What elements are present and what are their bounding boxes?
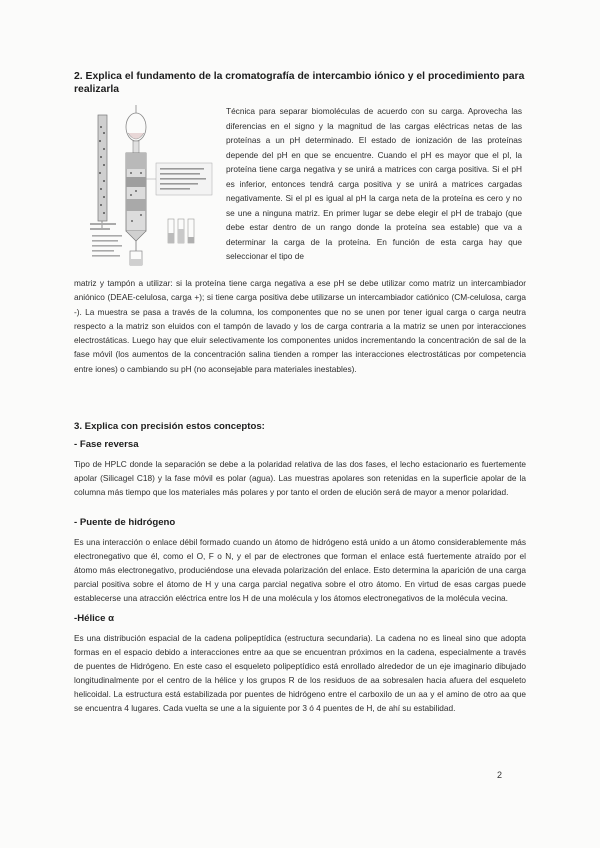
concept-heading-alpha-helix: -Hélice α: [74, 613, 115, 624]
concept-heading-reverse-phase: - Fase reversa: [74, 439, 139, 450]
concept-text-alpha-helix: Es una distribución espacial de la cadena polipeptídica (estructura secundaria). La cadena no es lineal sino que adopta formas en el espacio debido a interacciones entre aa que se encuentran próximos en la cadena, especialmente a través de puentes de Hidrógeno. En este caso el esqueleto polipeptídico está enrollado alrededor de un eje imaginario dibujado longitudinalmente por el centro de la hélice y los grupos R de los residuos de aa sobresalen hacia afuera del esqueleto helicoidal. La estructura está estabilizada por puentes de hidrógeno entre el carboxilo de un aa y el amino de otro aa que se encuentra 4 lugares. Cada vuelta se une a la siguiente por 3 ó 4 puentes de H, de ahí su estabilidad.: [74, 633, 526, 713]
ion-exchange-column-figure: [88, 103, 218, 269]
question-2-intro-paragraph: Técnica para separar biomoléculas de acuerdo con su carga. Aprovecha las diferencias en el signo y la magnitud de las cargas eléctricas netas de las proteínas a un pH determinado. El estado de ionización de las proteínas depende del pH en que se encuentre. Cuando el pH es mayor que el pI, la proteína tiene carga negativa y se unirá a matrices con carga positiva. Si el pH es inferior, entonces tendrá carga positiva y se unirá a matrices cargadas negativamente. Si el pI es igual al pH la carga neta de la proteína es cero y no se une a ninguna matriz. En primer lugar se debe elegir el pH de trabajo (que debe estar dentro de un rango donde la proteína sea estable) que va a determinar la carga de la proteína. En función de esta carga hay que seleccionar el tipo de: [226, 106, 522, 261]
page-number: 2: [497, 770, 503, 780]
concept-heading-hydrogen-bond: - Puente de hidrógeno: [74, 517, 176, 528]
question-2-continuation-paragraph: matriz y tampón a utilizar: si la proteína tiene carga negativa a ese pH se debe utilizar como matriz un intercambiador aniónico (DEAE-celulosa, carga +); si tiene carga positiva debe utilizarse un intercambiador catiónico (CM-celulosa, carga -). La muestra se pasa a través de la columna, los componentes que no se unen por tener igual carga o carga neutra respecto a la matriz son eluidos con el tampón de lavado y los de carga contraria a la matriz se unen por interacciones electrostáticas. Luego hay que eluir selectivamente los componentes unidos incrementando la concentración de sal de la fase móvil (los aumentos de la concentración salina tienden a romper las interacciones electrostáticas por competencia entre iones) o cambiando su pH (no aconsejable para materiales inestables).: [74, 278, 526, 374]
concept-text-reverse-phase: Tipo de HPLC donde la separación se debe a la polaridad relativa de las dos fases, el lecho estacionario es fuertemente apolar (Silicagel C18) y la fase móvil es polar (agua). Las muestras apolares son retenidas en la superficie apolar de la columna más tiempo que los materiales más polares y por tanto el orden de elución será de mayor a menor polaridad.: [74, 459, 526, 497]
concept-text-hydrogen-bond: Es una interacción o enlace débil formado cuando un átomo de hidrógeno está unido a un átomo considerablemente más electronegativo que él, como el O, F o N, y el par de electrones que forman el enlace está fuertemente atraído por el átomo más electronegativo, produciéndose una elevada polarización del enlace. Esto determina la aparición de una carga parcial positiva sobre el átomo de H y una carga parcial negativa sobre el otro átomo. En virtud de esas cargas puede establecerse una atracción eléctrica entre los H de una molécula y los átomos electronegativos de la molécula vecina.: [74, 537, 526, 603]
question-3-title: 3. Explica con precisión estos conceptos:: [74, 421, 265, 432]
question-2-title: 2. Explica el fundamento de la cromatografía de intercambio iónico y el procedimiento para realizarla: [74, 71, 525, 95]
chromatography-column-illustration: [88, 103, 218, 269]
